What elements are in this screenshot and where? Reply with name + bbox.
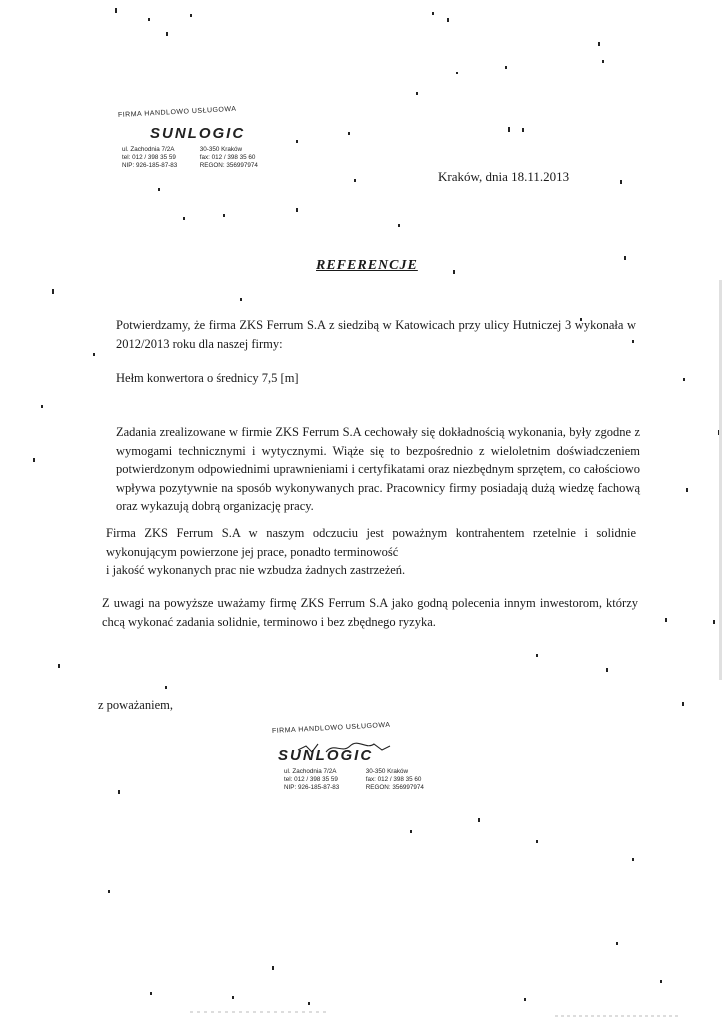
stamp-nip: NIP: 926-185-87-83 xyxy=(284,784,340,791)
stamp-phone: tel: 012 / 398 35 59 xyxy=(122,154,176,161)
stamp-firm-type: FIRMA HANDLOWO USŁUGOWA xyxy=(271,721,391,735)
stamp-fax: fax: 012 / 398 35 60 xyxy=(199,154,256,161)
paragraph-assessment-line1: Firma ZKS Ferrum S.A w naszym odczuciu jest poważnym kontrahentem rzetelnie i solidnie wykonującym powierzone jej prace, ponadto terminowość xyxy=(106,526,636,559)
stamp-registry-line xyxy=(284,784,462,792)
stamp-nip: NIP: 926-185-87-83 xyxy=(122,162,178,169)
stamp-fax: fax: 012 / 398 35 60 xyxy=(365,776,422,783)
stamp-city: 30-350 Kraków xyxy=(365,768,409,775)
stamp-regon: REGON: 356997974 xyxy=(365,784,424,791)
stamp-brand: SUNLOGIC xyxy=(278,747,374,764)
closing-phrase: z poważaniem, xyxy=(98,698,173,712)
letter-date: Kraków, dnia 18.11.2013 xyxy=(438,169,570,184)
paragraph-quality: Zadania zrealizowane w firmie ZKS Ferrum S.A cechowały się dokładnością wykonania, były zgodne z wymogami technicznymi i wytycznymi. Wiąże się to bezpośrednio z wieloletnim doświadczeniem potwierdzonym odpowiednimi uprawnieniami i certyfikatami oraz niezbędnym sprzętem, co całościowo wpływa pozytywnie na sposób wykonywanych prac. Pracownicy firmy posiadają dużą wiedzę fachową oraz wykazują dobrą organizację pracy. xyxy=(116,425,640,513)
signature-stamp xyxy=(271,721,462,792)
stamp-regon: REGON: 356997974 xyxy=(199,162,258,169)
stamp-street: ul. Zachodnia 7/2A xyxy=(284,768,337,775)
paragraph-assessment xyxy=(106,524,636,580)
paragraph-assessment-line2: i jakość wykonanych prac nie wzbudza żadnych zastrzeżeń. xyxy=(106,563,406,577)
stamp-address-line xyxy=(122,146,308,154)
stamp-street: ul. Zachodnia 7/2A xyxy=(122,146,175,153)
stamp-contact-line xyxy=(122,154,308,162)
paragraph-item: Hełm konwertora o średnicy 7,5 [m] xyxy=(116,371,299,385)
letter-title: REFERENCJE xyxy=(316,258,418,273)
stamp-phone: tel: 012 / 398 35 59 xyxy=(284,776,338,783)
stamp-brand: SUNLOGIC xyxy=(150,125,246,142)
handwritten-signature xyxy=(296,740,396,756)
paragraph-confirmation: Potwierdzamy, że firma ZKS Ferrum S.A z siedzibą w Katowicach przy ulicy Hutniczej 3 wykonała w 2012/2013 roku dla naszej firmy: xyxy=(116,318,636,351)
stamp-address-line xyxy=(284,768,462,776)
stamp-registry-line xyxy=(122,162,308,170)
stamp-firm-type: FIRMA HANDLOWO USŁUGOWA xyxy=(117,105,237,119)
stamp-contact-line xyxy=(284,776,462,784)
paragraph-recommendation: Z uwagi na powyższe uważamy firmę ZKS Ferrum S.A jako godną polecenia innym inwestorom, którzy chcą wykonać zadania solidnie, terminowo i bez zbędnego ryzyka. xyxy=(102,596,638,629)
letterhead-stamp xyxy=(117,105,308,170)
stamp-city: 30-350 Kraków xyxy=(199,146,243,153)
